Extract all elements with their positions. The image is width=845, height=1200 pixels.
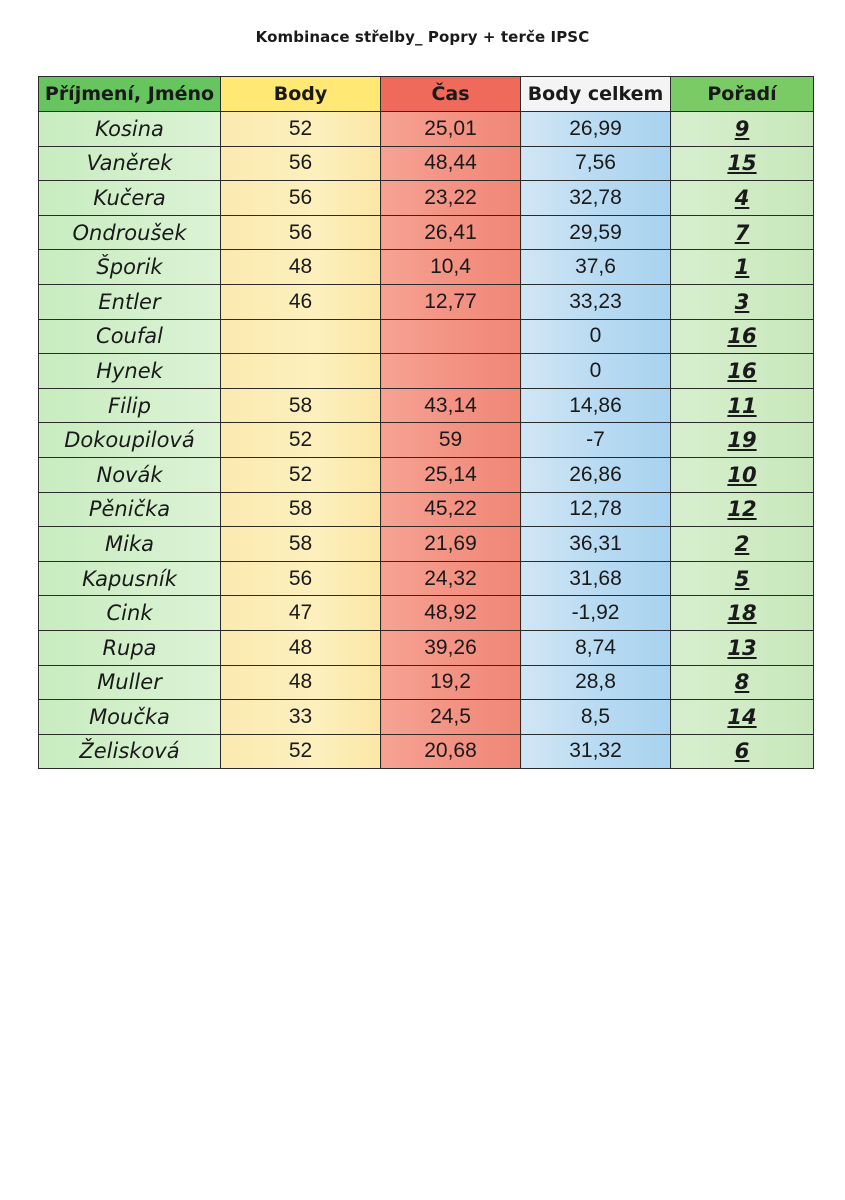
cell-body: 46 — [221, 284, 381, 319]
cell-body: 56 — [221, 181, 381, 216]
cell-cas — [381, 319, 521, 354]
table-row — [39, 181, 814, 216]
cell-name: Pěnička — [39, 492, 221, 527]
cell-name: Dokoupilová — [39, 423, 221, 458]
results-table — [38, 76, 814, 769]
cell-cas: 20,68 — [381, 734, 521, 769]
cell-cas: 26,41 — [381, 215, 521, 250]
cell-cas: 24,32 — [381, 561, 521, 596]
cell-total: 31,68 — [521, 561, 671, 596]
header-row — [39, 77, 814, 112]
cell-cas: 39,26 — [381, 630, 521, 665]
cell-body: 48 — [221, 665, 381, 700]
cell-cas: 24,5 — [381, 700, 521, 735]
table-row — [39, 146, 814, 181]
cell-rank: 12 — [671, 492, 814, 527]
table-row — [39, 284, 814, 319]
cell-total: 12,78 — [521, 492, 671, 527]
cell-rank: 7 — [671, 215, 814, 250]
table-row — [39, 319, 814, 354]
cell-body: 48 — [221, 630, 381, 665]
table-row — [39, 700, 814, 735]
table-row — [39, 423, 814, 458]
cell-rank: 6 — [671, 734, 814, 769]
cell-body: 33 — [221, 700, 381, 735]
table-row — [39, 596, 814, 631]
table-row — [39, 215, 814, 250]
cell-name: Vaněrek — [39, 146, 221, 181]
cell-cas: 25,01 — [381, 112, 521, 147]
cell-total: 32,78 — [521, 181, 671, 216]
cell-total: 36,31 — [521, 527, 671, 562]
cell-total: 28,8 — [521, 665, 671, 700]
cell-cas: 10,4 — [381, 250, 521, 285]
cell-cas — [381, 354, 521, 389]
table-row — [39, 250, 814, 285]
cell-body: 56 — [221, 215, 381, 250]
cell-cas: 21,69 — [381, 527, 521, 562]
cell-body: 52 — [221, 112, 381, 147]
table-row — [39, 734, 814, 769]
cell-name: Želisková — [39, 734, 221, 769]
cell-body: 52 — [221, 423, 381, 458]
cell-body: 58 — [221, 527, 381, 562]
cell-total: 7,56 — [521, 146, 671, 181]
cell-body: 58 — [221, 388, 381, 423]
cell-total: -7 — [521, 423, 671, 458]
cell-name: Šporik — [39, 250, 221, 285]
cell-body: 47 — [221, 596, 381, 631]
cell-cas: 43,14 — [381, 388, 521, 423]
table-row — [39, 665, 814, 700]
cell-body: 52 — [221, 457, 381, 492]
cell-rank: 2 — [671, 527, 814, 562]
cell-body: 56 — [221, 561, 381, 596]
table-row — [39, 630, 814, 665]
cell-rank: 14 — [671, 700, 814, 735]
cell-rank: 4 — [671, 181, 814, 216]
cell-name: Filip — [39, 388, 221, 423]
cell-name: Ondroušek — [39, 215, 221, 250]
cell-rank: 3 — [671, 284, 814, 319]
cell-cas: 45,22 — [381, 492, 521, 527]
header-rank: Pořadí — [671, 77, 814, 112]
cell-total: -1,92 — [521, 596, 671, 631]
cell-total: 0 — [521, 319, 671, 354]
cell-cas: 59 — [381, 423, 521, 458]
cell-total: 29,59 — [521, 215, 671, 250]
header-total: Body celkem — [521, 77, 671, 112]
table-row — [39, 527, 814, 562]
cell-body: 56 — [221, 146, 381, 181]
table-row — [39, 354, 814, 389]
cell-total: 37,6 — [521, 250, 671, 285]
cell-name: Cink — [39, 596, 221, 631]
cell-cas: 12,77 — [381, 284, 521, 319]
cell-rank: 16 — [671, 354, 814, 389]
cell-rank: 9 — [671, 112, 814, 147]
cell-name: Hynek — [39, 354, 221, 389]
cell-name: Novák — [39, 457, 221, 492]
cell-name: Muller — [39, 665, 221, 700]
cell-rank: 16 — [671, 319, 814, 354]
cell-cas: 48,44 — [381, 146, 521, 181]
cell-name: Mika — [39, 527, 221, 562]
cell-rank: 18 — [671, 596, 814, 631]
cell-rank: 19 — [671, 423, 814, 458]
cell-body — [221, 319, 381, 354]
cell-total: 26,86 — [521, 457, 671, 492]
cell-rank: 13 — [671, 630, 814, 665]
cell-name: Kučera — [39, 181, 221, 216]
table-row — [39, 492, 814, 527]
cell-cas: 48,92 — [381, 596, 521, 631]
cell-name: Coufal — [39, 319, 221, 354]
cell-name: Rupa — [39, 630, 221, 665]
cell-name: Entler — [39, 284, 221, 319]
header-cas: Čas — [381, 77, 521, 112]
cell-rank: 10 — [671, 457, 814, 492]
cell-name: Kosina — [39, 112, 221, 147]
cell-total: 31,32 — [521, 734, 671, 769]
cell-total: 14,86 — [521, 388, 671, 423]
document-title: Kombinace střelby_ Popry + terče IPSC — [255, 28, 590, 46]
table-row — [39, 457, 814, 492]
header-body: Body — [221, 77, 381, 112]
cell-cas: 19,2 — [381, 665, 521, 700]
table-row — [39, 112, 814, 147]
cell-rank: 5 — [671, 561, 814, 596]
cell-cas: 25,14 — [381, 457, 521, 492]
cell-total: 8,5 — [521, 700, 671, 735]
cell-body — [221, 354, 381, 389]
cell-total: 33,23 — [521, 284, 671, 319]
cell-body: 58 — [221, 492, 381, 527]
cell-total: 8,74 — [521, 630, 671, 665]
cell-total: 26,99 — [521, 112, 671, 147]
cell-rank: 8 — [671, 665, 814, 700]
cell-body: 52 — [221, 734, 381, 769]
cell-total: 0 — [521, 354, 671, 389]
header-name: Příjmení, Jméno — [39, 77, 221, 112]
cell-body: 48 — [221, 250, 381, 285]
cell-rank: 1 — [671, 250, 814, 285]
cell-name: Kapusník — [39, 561, 221, 596]
table-row — [39, 388, 814, 423]
cell-cas: 23,22 — [381, 181, 521, 216]
cell-rank: 15 — [671, 146, 814, 181]
cell-rank: 11 — [671, 388, 814, 423]
table-row — [39, 561, 814, 596]
cell-name: Moučka — [39, 700, 221, 735]
